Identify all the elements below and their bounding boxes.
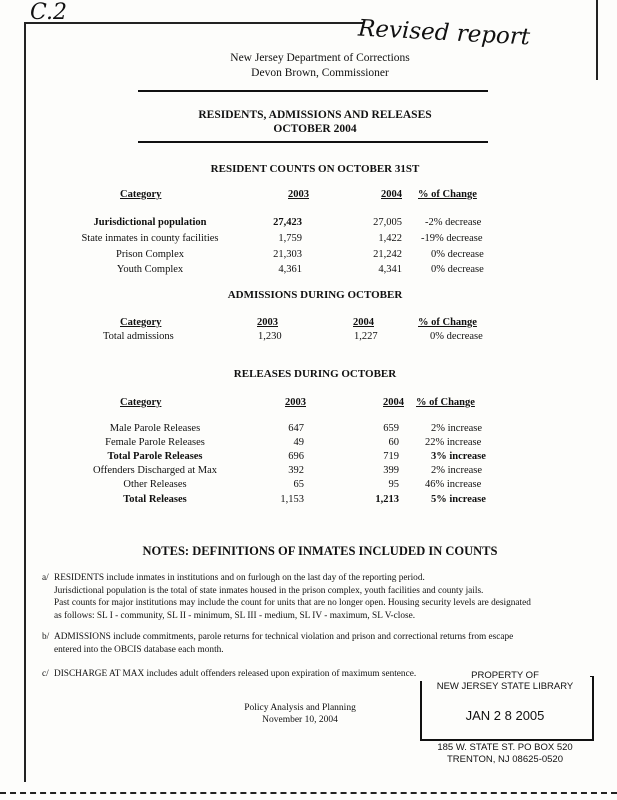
stamp-address: 185 W. STATE ST. PO BOX 520: [437, 742, 573, 753]
note-b: [42, 631, 602, 656]
row-change: -19% decrease: [421, 233, 483, 244]
margin-code: C.2: [30, 0, 68, 25]
row-change: 3% increase: [431, 451, 486, 462]
footer-date: November 10, 2004: [262, 715, 338, 725]
row-2003: 27,423: [273, 217, 302, 228]
releases-header-row: [0, 396, 617, 410]
header-rule: [138, 90, 488, 92]
note-b-label: b/: [42, 632, 50, 642]
row-2004: 60: [388, 437, 399, 448]
resident-row: [0, 248, 617, 262]
row-2003: 1,759: [278, 233, 302, 244]
row-category: Female Parole Releases: [105, 437, 205, 448]
note-a: [42, 572, 602, 622]
row-change: 22% increase: [425, 437, 482, 448]
row-2003: 49: [293, 437, 304, 448]
row-category: Prison Complex: [116, 249, 184, 260]
row-category: Offenders Discharged at Max: [92, 465, 218, 476]
note-a-line: as follows: SL I - community, SL II - minimum, SL III - medium, SL IV - maximum, SL V-close.: [54, 610, 416, 621]
col-2003: 2003: [257, 317, 278, 328]
col-2003: 2003: [288, 189, 309, 200]
stamp-library: NEW JERSEY STATE LIBRARY: [436, 681, 574, 692]
row-2003: 392: [288, 465, 304, 476]
row-category: Jurisdictional population: [93, 217, 207, 228]
notes-heading: NOTES: DEFINITIONS OF INMATES INCLUDED IN COUNTS: [142, 544, 498, 558]
resident-counts-heading: RESIDENT COUNTS ON OCTOBER 31ST: [210, 163, 420, 175]
resident-row: [0, 232, 617, 246]
row-change: 0% decrease: [431, 249, 484, 260]
row-category: State inmates in county facilities: [81, 233, 219, 244]
row-2004: 659: [383, 423, 399, 434]
row-change: 2% increase: [431, 465, 483, 476]
row-category: Other Releases: [123, 479, 187, 490]
note-c-line: DISCHARGE AT MAX includes adult offenders released upon expiration of maximum sentence.: [54, 669, 417, 679]
stamp-city: TRENTON, NJ 08625-0520: [447, 754, 563, 765]
report-title: RESIDENTS, ADMISSIONS AND RELEASES: [198, 109, 432, 121]
row-category: Male Parole Releases: [109, 423, 201, 434]
note-a-line: Jurisdictional population is the total of state inmates housed in the prison complex, youth facilities and county jails.: [54, 585, 484, 596]
col-category: Category: [120, 189, 162, 200]
col-2004: 2004: [353, 317, 374, 328]
admissions-row: [0, 330, 617, 344]
row-2004: 1,422: [378, 233, 402, 244]
row-category: Total admissions: [103, 331, 174, 342]
note-a-label: a/: [42, 573, 49, 583]
resident-row: [0, 216, 617, 230]
row-2004: 21,242: [373, 249, 402, 260]
col-category: Category: [120, 317, 162, 328]
commissioner-name: Devon Brown, Commissioner: [251, 67, 389, 79]
row-2003: 1,230: [258, 331, 282, 342]
col-change: % of Change: [418, 189, 477, 200]
col-change: % of Change: [418, 317, 477, 328]
stamp-property: PROPERTY OF: [420, 670, 590, 681]
row-category: Total Releases: [123, 494, 187, 505]
resident-header-row: [0, 188, 617, 202]
col-2003: 2003: [285, 397, 306, 408]
note-a-line: RESIDENTS include inmates in institutions and on furlough on the last day of the reporting period.: [54, 573, 425, 583]
row-2004: 27,005: [373, 217, 402, 228]
row-change: 0% decrease: [431, 264, 484, 275]
row-2003: 65: [293, 479, 304, 490]
row-2003: 1,153: [280, 494, 304, 505]
row-category: Youth Complex: [116, 264, 184, 275]
row-2004: 1,227: [354, 331, 378, 342]
footer-office: Policy Analysis and Planning: [244, 703, 356, 713]
right-border: [596, 0, 598, 80]
top-border: [24, 22, 364, 24]
col-category: Category: [120, 397, 162, 408]
release-row: [0, 478, 617, 492]
row-change: 5% increase: [431, 494, 486, 505]
release-row: [0, 464, 617, 478]
note-b-line: entered into the OBCIS database each month.: [54, 644, 224, 655]
row-change: 0% decrease: [430, 331, 483, 342]
release-row: [0, 450, 617, 464]
row-change: 2% increase: [431, 423, 483, 434]
report-period: OCTOBER 2004: [273, 123, 357, 135]
row-2003: 647: [288, 423, 304, 434]
resident-row: [0, 263, 617, 277]
row-2004: 399: [383, 465, 399, 476]
release-row: [0, 436, 617, 450]
release-row: [0, 422, 617, 436]
row-2004: 95: [388, 479, 399, 490]
row-2003: 696: [288, 451, 304, 462]
note-c-label: c/: [42, 669, 49, 679]
row-2003: 21,303: [273, 249, 302, 260]
note-a-line: Past counts for major institutions may include the count for units that are no longer open. Housing security levels are designated: [54, 598, 531, 608]
row-change: 46% increase: [425, 479, 482, 490]
note-b-line: ADMISSIONS include commitments, parole returns for technical violation and prison and correctional returns from escape: [54, 632, 514, 642]
col-change: % of Change: [416, 397, 475, 408]
releases-heading: RELEASES DURING OCTOBER: [233, 368, 397, 380]
row-2003: 4,361: [278, 264, 302, 275]
department-name: New Jersey Department of Corrections: [230, 52, 410, 64]
row-2004: 4,341: [378, 264, 402, 275]
title-rule: [138, 141, 488, 143]
release-row: [0, 493, 617, 507]
row-change: -2% decrease: [425, 217, 482, 228]
stamp-date: JAN 2 8 2005: [465, 708, 545, 723]
admissions-heading: ADMISSIONS DURING OCTOBER: [227, 289, 403, 301]
row-2004: 719: [383, 451, 399, 462]
col-2004: 2004: [383, 397, 404, 408]
col-2004: 2004: [381, 189, 402, 200]
revised-annotation: Revised report: [357, 15, 531, 51]
admissions-header-row: [0, 316, 617, 330]
row-2004: 1,213: [375, 494, 399, 505]
row-category: Total Parole Releases: [107, 451, 203, 462]
bottom-border: [0, 792, 617, 794]
